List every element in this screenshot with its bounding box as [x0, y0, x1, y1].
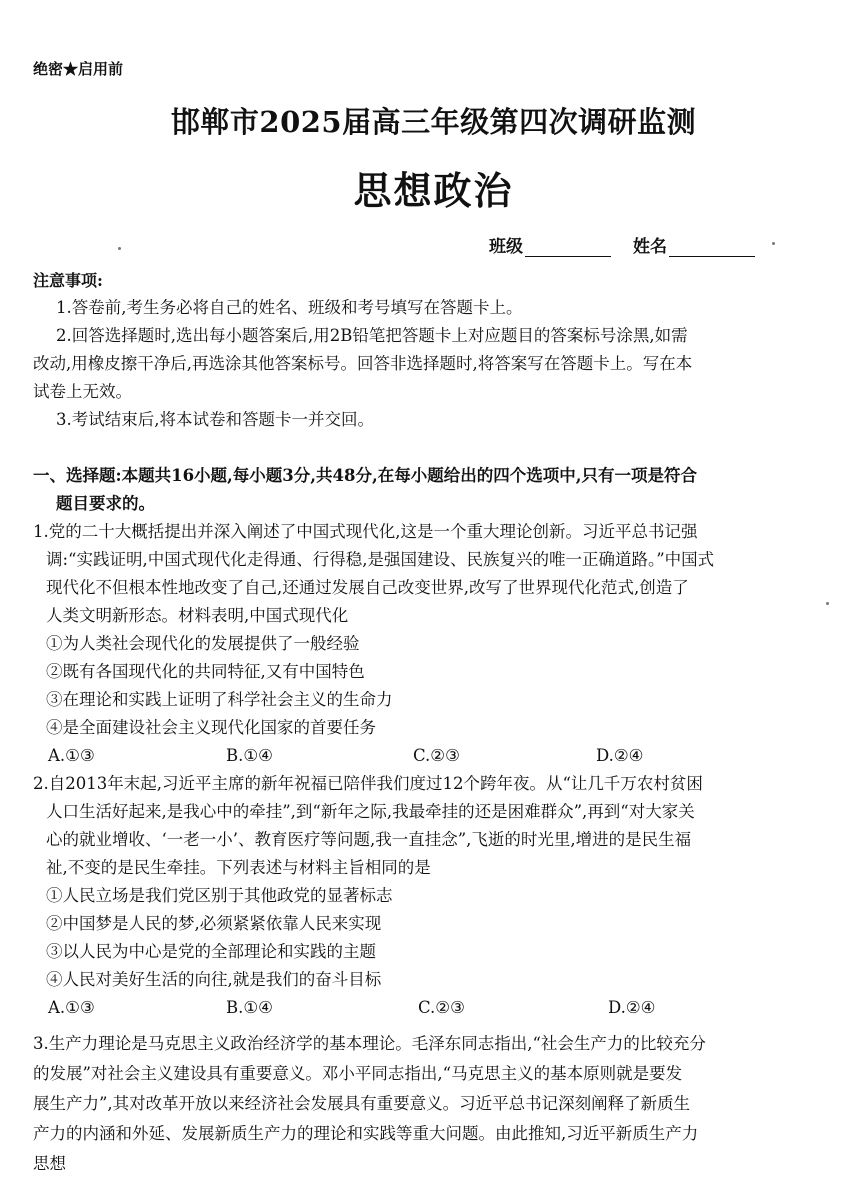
q1-stem: 现代化不但根本性地改变了自己,还通过发展自己改变世界,改写了世界现代化范式,创造了	[46, 578, 689, 597]
name-blank	[669, 238, 755, 257]
class-field	[489, 232, 611, 257]
scan-speck	[118, 247, 121, 250]
q1-option-d: D.②④	[596, 746, 644, 765]
q1-stem: 调:“实践证明,中国式现代化走得通、行得稳,是强国建设、民族复兴的唯一正确道路。”中国式	[46, 550, 715, 569]
q3-stem: 产力的内涵和外延、发展新质生产力的理论和实践等重大问题。由此推知,习近平新质生产力	[33, 1124, 699, 1143]
q1-option-b: B.①④	[226, 746, 273, 765]
exam-title: 邯郸市2025届高三年级第四次调研监测	[170, 105, 697, 139]
student-info-fields	[489, 232, 755, 257]
q2-option-c: C.②③	[418, 998, 465, 1017]
q3-stem: 的发展”对社会主义建设具有重要意义。邓小平同志指出,“马克思主义的基本原则就是要发	[33, 1064, 683, 1083]
q1-statement: ②既有各国现代化的共同特征,又有中国特色	[46, 662, 365, 681]
q2-option-b: B.①④	[226, 998, 273, 1017]
q3-stem: 展生产力”,其对改革开放以来经济社会发展具有重要意义。习近平总书记深刻阐释了新质生	[33, 1094, 691, 1113]
q2-stem: 2.自2013年末起,习近平主席的新年祝福已陪伴我们度过12个跨年夜。从“让几千万农村贫困	[33, 774, 703, 793]
section-heading: 一、选择题:本题共16小题,每小题3分,共48分,在每小题给出的四个选项中,只有一项是符合	[33, 466, 697, 485]
q2-stem: 祉,不变的是民生牵挂。下列表述与材料主旨相同的是	[46, 858, 431, 877]
q1-statement: ④是全面建设社会主义现代化国家的首要任务	[46, 718, 376, 737]
scan-speck	[826, 602, 829, 605]
confidential-mark: 绝密★启用前	[33, 60, 124, 78]
class-blank	[525, 238, 611, 257]
q2-option-a: A.①③	[48, 998, 95, 1017]
name-label: 姓名	[633, 237, 667, 257]
q2-option-d: D.②④	[608, 998, 656, 1017]
notes-line: 试卷上无效。	[33, 382, 132, 401]
notes-line: 2.回答选择题时,选出每小题答案后,用2B铅笔把答题卡上对应题目的答案标号涂黑,如需	[56, 326, 688, 345]
scan-speck	[772, 242, 775, 245]
q1-stem: 1.党的二十大概括提出并深入阐述了中国式现代化,这是一个重大理论创新。习近平总书记强	[33, 522, 698, 541]
section-heading-cont: 题目要求的。	[56, 494, 155, 513]
notes-line: 1.答卷前,考生务必将自己的姓名、班级和考号填写在答题卡上。	[56, 298, 523, 317]
q2-statement: ①人民立场是我们党区别于其他政党的显著标志	[46, 886, 393, 905]
q1-statement: ①为人类社会现代化的发展提供了一般经验	[46, 634, 360, 653]
notes-line: 3.考试结束后,将本试卷和答题卡一并交回。	[56, 410, 374, 429]
notes-line: 改动,用橡皮擦干净后,再选涂其他答案标号。回答非选择题时,将答案写在答题卡上。写在本	[33, 354, 693, 373]
q2-stem: 心的就业增收、‘一老一小’、教育医疗等问题,我一直挂念”,飞逝的时光里,增进的是民生福	[46, 830, 692, 849]
q1-option-a: A.①③	[48, 746, 95, 765]
q1-stem: 人类文明新形态。材料表明,中国式现代化	[46, 606, 349, 625]
q2-statement: ③以人民为中心是党的全部理论和实践的主题	[46, 942, 376, 961]
class-label: 班级	[489, 237, 523, 257]
q2-statement: ②中国梦是人民的梦,必须紧紧依靠人民来实现	[46, 914, 382, 933]
q2-stem: 人口生活好起来,是我心中的牵挂”,到“新年之际,我最牵挂的还是困难群众”,再到“对大家关	[46, 802, 695, 821]
q3-stem: 3.生产力理论是马克思主义政治经济学的基本理论。毛泽东同志指出,“社会生产力的比较充分	[33, 1034, 706, 1053]
name-field	[633, 232, 755, 257]
q3-stem: 思想	[33, 1154, 66, 1173]
notes-heading: 注意事项:	[33, 271, 103, 290]
subject-title: 思想政治	[353, 168, 514, 213]
q2-statement: ④人民对美好生活的向往,就是我们的奋斗目标	[46, 970, 382, 989]
q1-option-c: C.②③	[413, 746, 460, 765]
q1-statement: ③在理论和实践上证明了科学社会主义的生命力	[46, 690, 393, 709]
